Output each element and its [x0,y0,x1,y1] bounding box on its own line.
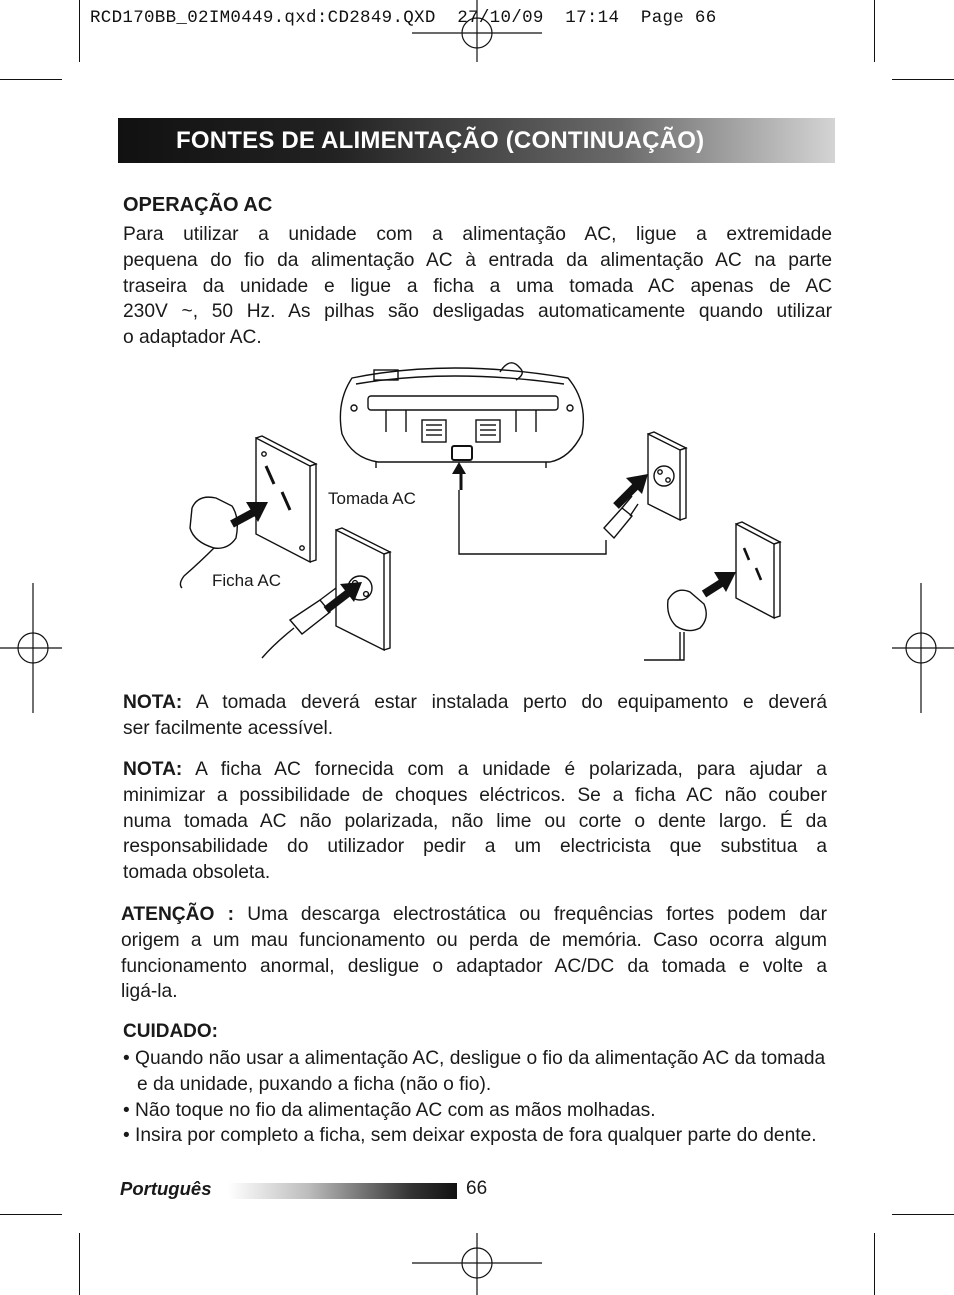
crop-mark [874,0,875,62]
note-2-line: numa tomada AC não polarizada, não lime ou corte o dente largo. É da [123,810,827,832]
ac-line: Para utilizar a unidade com a alimentação AC, ligue a extremidade [123,224,832,245]
caution-bullet: • Não toque no fio da alimentação AC com as mãos molhadas. [123,1099,656,1121]
ac-connection-illustration [170,362,790,672]
ac-line: 230V ~, 50 Hz. As pilhas são desligadas automaticamente quando utilizar [123,301,832,323]
crop-mark [0,79,62,80]
euro-plug-drawing-middle [262,588,342,658]
boombox-unit-drawing [340,363,583,468]
registration-mark-left [0,583,62,713]
page-number: 66 [466,1178,488,1199]
registration-mark-right [892,583,954,713]
uk-wall-socket-drawing-right [736,522,780,618]
title-bar [118,118,835,163]
crop-mark [892,1214,954,1215]
note-2-line: minimizar a possibilidade de choques eléctricos. Se a ficha AC não couber [123,784,827,806]
ac-paragraph [123,222,832,351]
caution-list [123,1046,835,1149]
attention-block [121,902,827,1005]
attention-line: origem a um mau funcionamento ou perda de memória. Caso ocorra algum [121,929,827,951]
caution-bullet: • Insira por completo a ficha, sem deixar exposta de fora qualquer parte do dente. [123,1125,817,1147]
footer-gradient-bar [228,1183,457,1199]
note-2-label: NOTA: [123,759,183,780]
crop-mark [892,79,954,80]
registration-mark-top [412,0,542,62]
ac-heading: OPERAÇÃO AC [123,194,273,216]
crop-mark [79,0,80,62]
caution-bullet: • Quando não usar a alimentação AC, desligue o fio da alimentação AC da tomada e da unidade, puxando a ficha (não o fio). [123,1048,826,1095]
uk-wall-socket-drawing [256,436,316,562]
note-1 [123,690,827,742]
note-2 [123,757,827,886]
print-header-line: RCD170BB_02IM0449.qxd:CD2849.QXD 27/10/09 17:14 Page 66 [90,8,717,28]
note-2-line: tomada obsoleta. [123,862,271,884]
label-tomada-ac: Tomada AC [328,489,416,508]
arrows [232,456,736,610]
ac-line: traseira da unidade e ligue a ficha a uma tomada AC apenas de AC [123,275,832,297]
attention-label: ATENÇÃO : [121,904,235,925]
note-2-line: A ficha AC fornecida com a unidade é polarizada, para ajudar a [195,759,827,780]
attention-line: funcionamento anormal, desligue o adaptador AC/DC da tomada e volte a [121,955,827,977]
footer-language: Português [120,1178,212,1199]
attention-line: Uma descarga electrostática ou frequências fortes podem dar [247,904,827,925]
note-1-line: ser facilmente acessível. [123,717,334,739]
euro-wall-socket-drawing-right [648,432,686,520]
caution-heading: CUIDADO: [123,1021,218,1042]
note-1-line: A tomada deverá estar instalada perto do equipamento e deverá [195,692,827,713]
attention-line: ligá-la. [121,981,178,1003]
ac-adapter-drawing-right [644,590,706,660]
note-2-line: responsabilidade do utilizador pedir a um electricista que substitua a [123,836,827,858]
ac-line: pequena do fio da alimentação AC à entrada da alimentação AC na parte [123,249,832,271]
crop-mark [79,1233,80,1295]
label-ficha-ac: Ficha AC [212,571,281,590]
ac-line: o adaptador AC. [123,327,262,349]
registration-mark-bottom [412,1233,542,1295]
note-1-label: NOTA: [123,692,183,713]
crop-mark [0,1214,62,1215]
page-title: FONTES DE ALIMENTAÇÃO (CONTINUAÇÃO) [176,127,705,154]
crop-mark [874,1233,875,1295]
